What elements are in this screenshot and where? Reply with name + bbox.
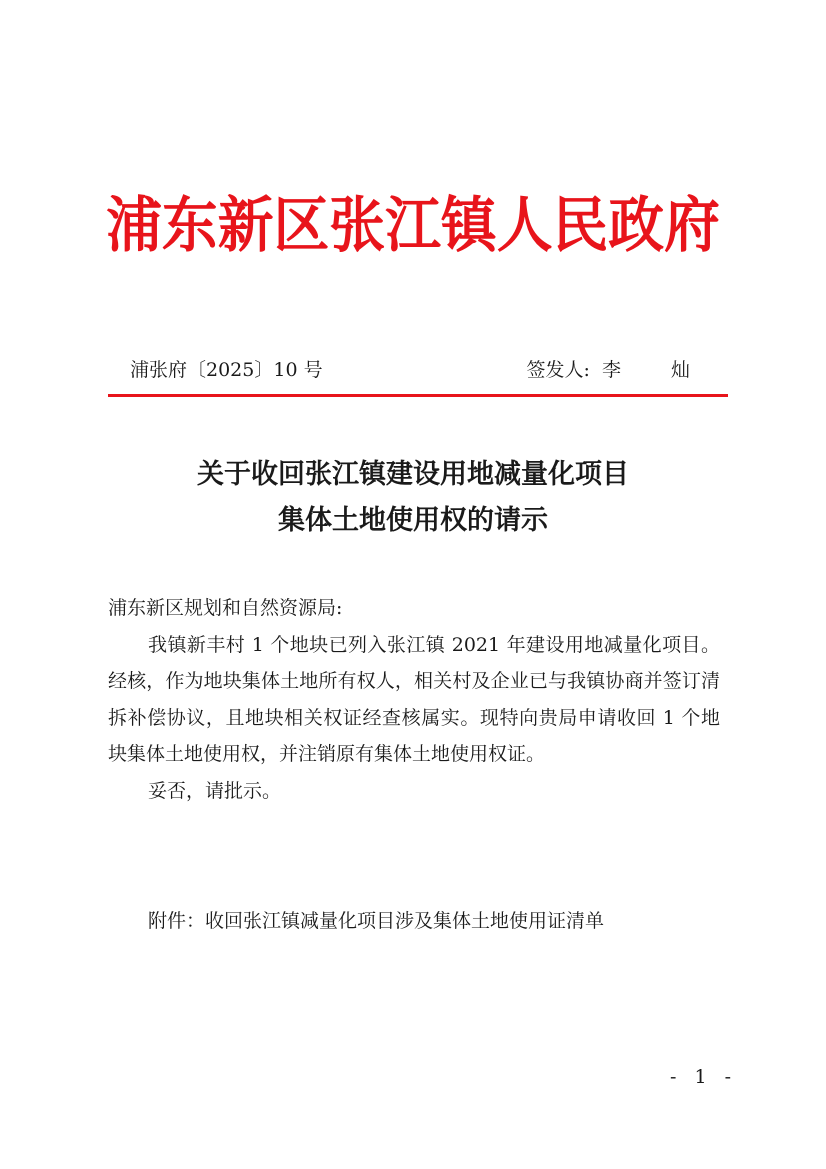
addressee: 浦东新区规划和自然资源局: <box>108 597 343 619</box>
document-body <box>108 590 720 809</box>
document-title <box>0 452 826 544</box>
document-number: 浦张府〔2025〕10 号 <box>130 359 323 381</box>
attachment-note: 附件：收回张江镇减量化项目涉及集体土地使用证清单 <box>148 910 605 932</box>
issuer-masthead: 浦东新区张江镇人民政府 <box>106 191 720 261</box>
title-line-1: 关于收回张江镇建设用地减量化项目 <box>197 459 629 490</box>
document-info-line <box>108 356 728 384</box>
title-line-2: 集体土地使用权的请示 <box>278 505 548 536</box>
body-paragraph: 我镇新丰村 1 个地块已列入张江镇 2021 年建设用地减量化项目。经核，作为地块集体土地所有权人，相关村及企业已与我镇协商并签订清拆补偿协议，且地块相关权证经查核属实。现特向贵局申请收回 1 个地块集体土地使用权，并注销原有集体土地使用权证。 <box>108 633 720 765</box>
signer-name: 李 灿 <box>601 359 712 381</box>
signer-label: 签发人: <box>526 359 590 381</box>
closing-line: 妥否，请批示。 <box>148 779 282 802</box>
red-separator-line <box>108 394 728 397</box>
page-number: - 1 - <box>670 1066 738 1088</box>
signer-block <box>527 356 713 384</box>
